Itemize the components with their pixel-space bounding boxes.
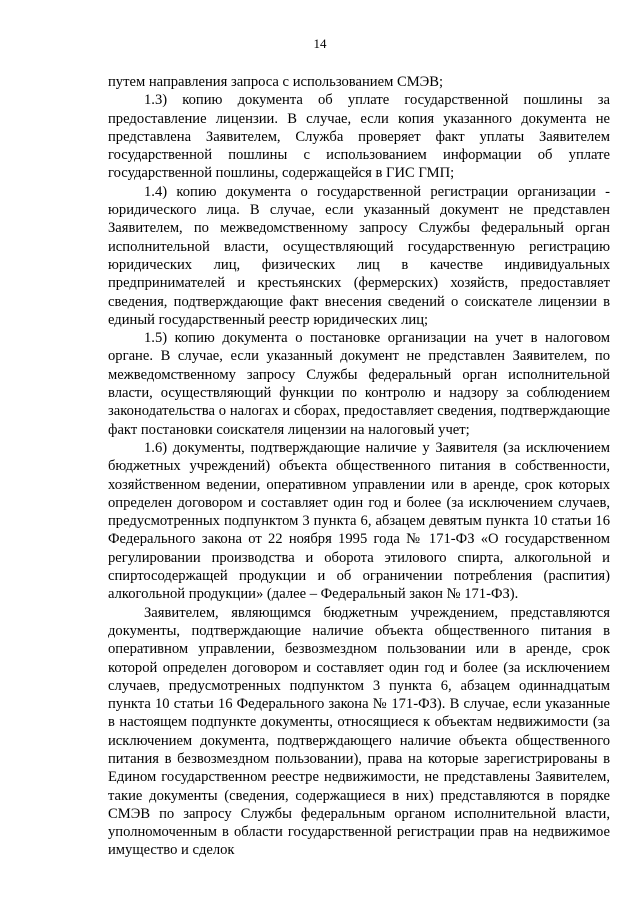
paragraph-item-1-3: 1.3) копию документа об уплате государственной пошлины за предоставление лицензии. В случае, если копия указанного документа не представлена Заявителем, Служба проверяет факт уплаты Заявителем государственной пошлины с использованием информации об уплате государственной пошлины, содержащейся в ГИС ГМП; [108,92,610,182]
paragraph-continuation: путем направления запроса с использованием СМЭВ; [108,74,444,90]
page-number: 14 [313,36,327,51]
paragraph-item-1-4: 1.4) копию документа о государственной регистрации организации - юридического лица. В случае, если указанный документ не представлен Заявителем, по межведомственному запросу Службы федеральный орган исполнительной власти, осуществляющий государственную регистрацию юридических лиц, физических лиц в качестве индивидуальных предпринимателей и крестьянских (фермерских) хозяйств, предоставляет сведения, подтверждающие факт внесения сведений о соискателе лицензии в единый государственный реестр юридических лиц; [108,183,610,328]
paragraph-item-1-6: 1.6) документы, подтверждающие наличие у Заявителя (за исключением бюджетных учреждений) объекта общественного питания в собственности, хозяйственном ведении, оперативном управлении или в аренде, срок которых определен договором и составляет один год и более (за исключением случаев, предусмотренных подпунктом 3 пункта 6, абзацем девятым пункта 10 статьи 16 Федерального закона от 22 ноября 1995 года № 171-ФЗ «О государственном регулировании производства и оборота этилового спирта, алкогольной и спиртосодержащей продукции и об ограничении потребления (распития) алкогольной продукции» (далее – Федеральный закон № 171-ФЗ). [108,439,610,603]
paragraph-item-1-5: 1.5) копию документа о постановке организации на учет в налоговом органе. В случае, если указанный документ не представлен Заявителем, по межведомственному запросу Службы федеральный орган исполнительной власти, осуществляющий функции по контролю и надзору за соблюдением законодательства о налогах и сборах, предоставляет сведения, подтверждающие факт постановки соискателя лицензии на налоговый учет; [108,330,610,438]
document-body [108,73,610,860]
paragraph-budget-institutions: Заявителем, являющимся бюджетным учреждением, представляются документы, подтверждающие наличие объекта общественного питания в оперативном управлении, безвозмездном пользовании или в аренде, срок которой определен договором и составляет один год и более (за исключением случаев, предусмотренных подпунктом 3 пункта 6, абзацем одиннадцатым пункта 10 статьи 16 Федерального закона № 171-ФЗ). В случае, если указанные в настоящем подпункте документы, относящиеся к объектам недвижимости (за исключением документа, подтверждающего наличие объекта общественного питания в безвозмездном пользовании), права на которые зарегистрированы в Едином государственном реестре недвижимости, не представлены Заявителем, такие документы (сведения, содержащиеся в них) представляются в порядке СМЭВ по запросу Службы федеральным органом исполнительной власти, уполномоченным в области государственной регистрации прав на недвижимое имущество и сделок [108,604,610,859]
